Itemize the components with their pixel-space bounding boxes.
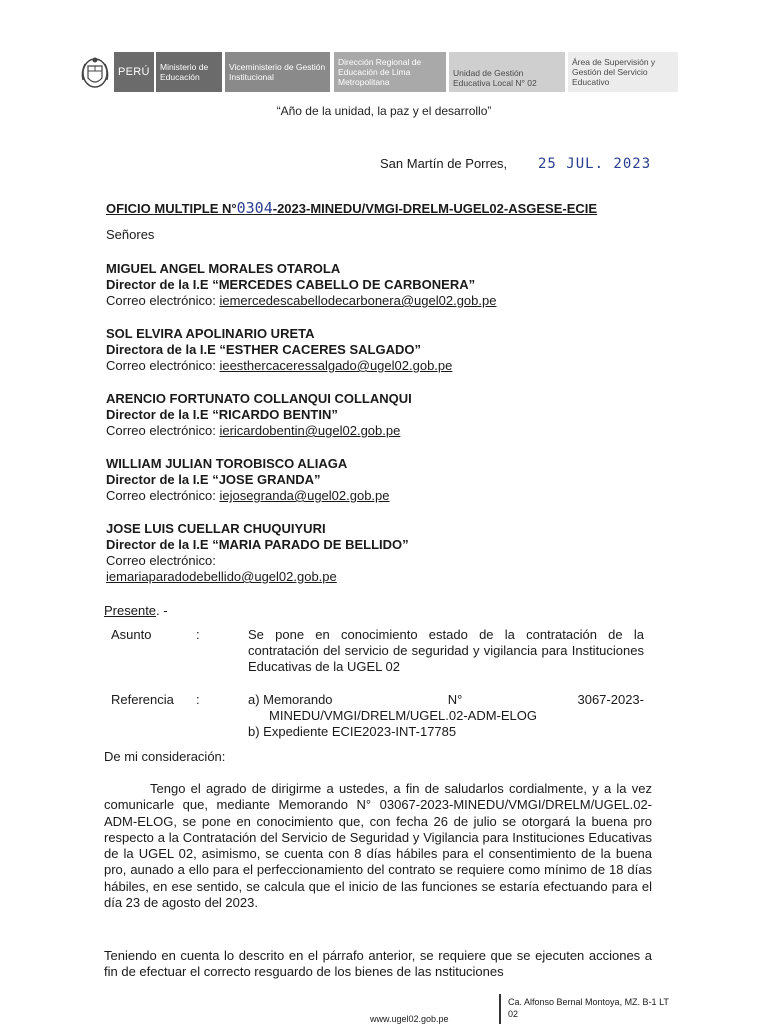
place-text: San Martín de Porres, [380,156,508,171]
presente [104,603,168,619]
recipient-name: JOSE LUIS CUELLAR CHUQUIYURI [106,521,326,536]
recipient-email-line [106,423,412,439]
email-link[interactable]: ieesthercaceressalgado@ugel02.gob.pe [219,358,453,373]
recipient-role: Director de la I.E “JOSE GRANDA” [106,472,321,487]
referencia-colon: : [196,692,200,707]
asunto-colon: : [196,627,200,642]
oficio-prefix: OFICIO MULTIPLE N° [106,201,237,216]
referencia-item-b: b) Expediente ECIE2023-INT-17785 [248,724,457,739]
email-label: Correo electrónico: [106,293,216,308]
footer-address-line: 02 [508,1009,519,1019]
footer-address-line: Ca. Alfonso Bernal Montoya, MZ. B-1 LT [508,997,669,1007]
recipient-email-line [106,358,452,374]
referencia-a-part: N° [447,692,463,707]
presente-suffix: . - [156,603,168,618]
header-peru: PERÚ [114,52,154,92]
referencia-label: Referencia [111,692,174,707]
header-ugel: Unidad de Gestión Educativa Local N° 02 [449,52,565,92]
referencia-item-a [248,692,644,724]
salutation: Señores [106,227,155,242]
recipient-block [106,261,496,309]
oficio-number: 0304 [236,199,273,217]
recipient-name: MIGUEL ANGEL MORALES OTAROLA [106,261,341,276]
recipient-name: ARENCIO FORTUNATO COLLANQUI COLLANQUI [106,391,412,406]
recipient-email-line [106,488,390,504]
referencia-a-line1 [248,692,644,708]
recipient-block [106,521,409,585]
header-area: Área de Supervisión y Gestión del Servicio Educativo [568,52,678,92]
peru-coat-of-arms-icon [78,52,112,94]
recipient-email-label: Correo electrónico: [106,553,216,568]
consideracion: De mi consideración: [104,749,226,764]
header-viceministry: Viceministerio de Gestión Institucional [225,52,330,92]
footer-divider [499,994,501,1024]
recipient-email-line [106,293,496,309]
referencia-a-line2: MINEDU/VMGI/DRELM/UGEL.02-ADM-ELOG [269,708,537,723]
recipient-name: WILLIAM JULIAN TOROBISCO ALIAGA [106,456,348,471]
referencia-a-part: a) Memorando [248,692,333,707]
email-link[interactable]: iemercedescabellodecarbonera@ugel02.gob.pe [219,293,497,308]
footer-website[interactable]: www.ugel02.gob.pe [370,1014,449,1024]
email-link[interactable]: iemariaparadodebellido@ugel02.gob.pe [106,569,337,584]
footer-address [508,996,688,1020]
oficio-suffix: -2023-MINEDU/VMGI-DRELM-UGEL02-ASGESE-ECIE [272,201,598,216]
body-paragraph: Teniendo en cuenta lo descrito en el párrafo anterior, se requiere que se ejecuten acciones a fin de efectuar el correcto resguardo de los bienes de las nstituciones [104,948,652,980]
email-label: Correo electrónico: [106,488,216,503]
recipient-block [106,326,452,374]
asunto-text: Se pone en conocimiento estado de la contratación de la contratación del servicio de seguridad y vigilancia para Instituciones Educativas de la UGEL 02 [248,627,644,674]
recipient-role: Directora de la I.E “ESTHER CACERES SALGADO” [106,342,421,357]
asunto-label: Asunto [111,627,152,642]
header-dre: Dirección Regional de Educación de Lima Metropolitana [334,52,446,92]
recipient-block [106,391,412,439]
recipient-block [106,456,390,504]
date-stamp: 25 JUL. 2023 [538,156,652,172]
oficio-title [106,199,597,217]
recipient-name: SOL ELVIRA APOLINARIO URETA [106,326,315,341]
presente-word: Presente [104,603,157,618]
body-paragraph: Tengo el agrado de dirigirme a ustedes, a fin de saludarlos cordialmente, y a la vez comunicarle que, mediante Memorando N° 03067-2023-MINEDU/VMGI/DRELM/UGEL.02-ADM-ELOG, se pone en conocimiento que, con fecha 26 de julio se otorgará la buena pro respecto a la Contratación del Servicio de Seguridad y Vigilancia para Instituciones Educativas de la UGEL 02, asimismo, se cuenta con 8 días hábiles para el consentimiento de la buena pro, aunado a ello para el perfeccionamiento del contrato se requiere como mínimo de 18 días hábiles, en ese sentido, se calcula que el inicio de las funciones se estaría efectuando para el día 23 de agosto del 2023. [104,781,652,911]
email-label: Correo electrónico: [106,423,216,438]
header-ministry: Ministerio de Educación [156,52,222,92]
recipient-role: Director de la I.E “RICARDO BENTIN” [106,407,338,422]
referencia-a-part: 3067-2023- [577,692,644,707]
year-motto: “Año de la unidad, la paz y el desarrollo” [276,104,492,118]
email-label: Correo electrónico: [106,358,216,373]
institutional-header [78,52,678,94]
recipient-role: Director de la I.E “MERCEDES CABELLO DE CARBONERA” [106,277,476,292]
email-link[interactable]: iericardobentin@ugel02.gob.pe [219,423,401,438]
email-link[interactable]: iejosegranda@ugel02.gob.pe [219,488,390,503]
recipient-role: Director de la I.E “MARIA PARADO DE BELLIDO” [106,537,409,552]
